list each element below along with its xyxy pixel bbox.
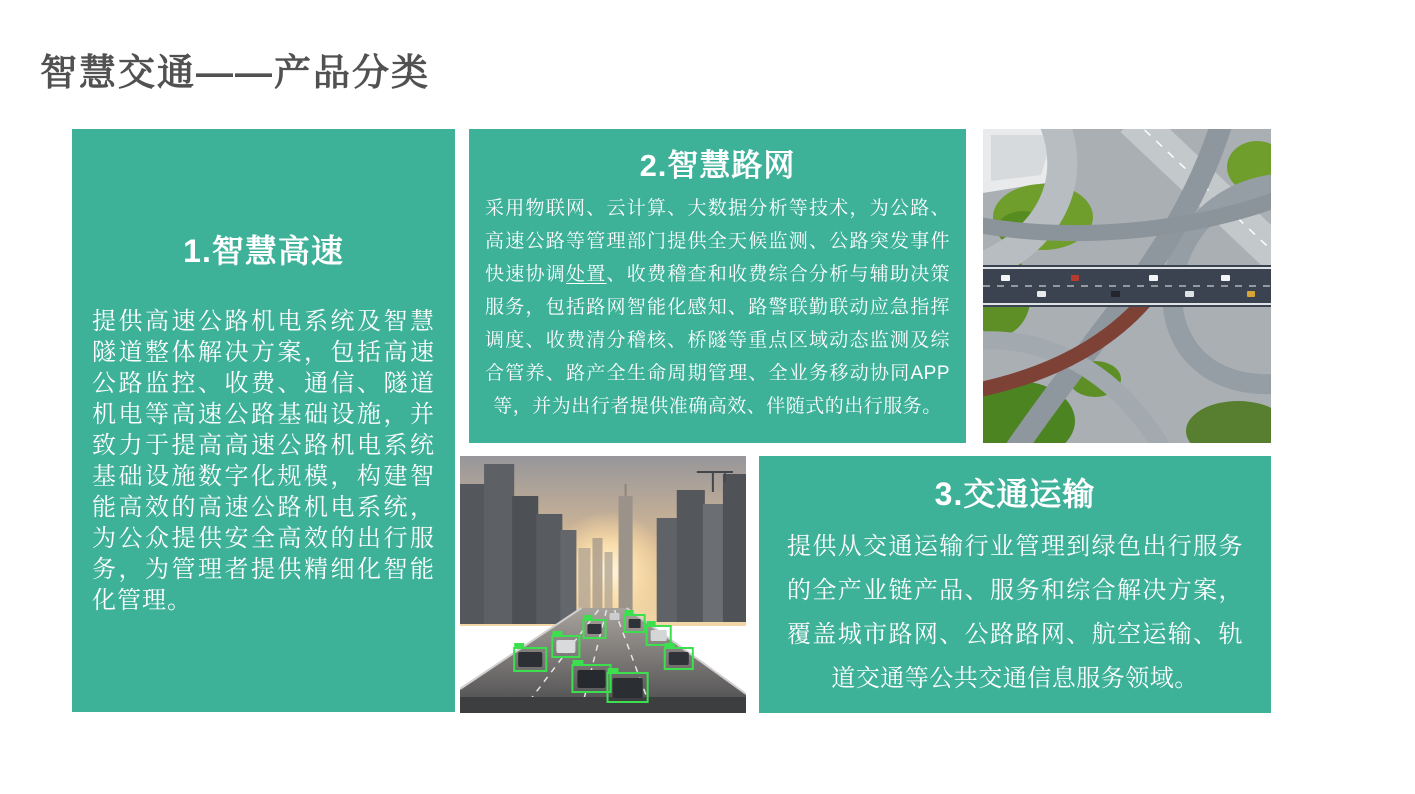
body-segment: 、收费稽查和收费综合分析与辅助决策服务，包括路网智能化感知、路警联勤联动应急指挥调度、收费清分稽核、桥隧等重点区域动态监测及综合管养、路产全生命周期管理、全业务移动协同APP等，并为出行者提供准确高效、伴随式的出行服务。 [485, 264, 950, 417]
card-smart-road-network [469, 129, 966, 443]
highway-interchange-illustration [983, 129, 1271, 443]
underlined-text: 处置 [566, 264, 607, 285]
card-smart-road-network-heading: 2.智慧路网 [639, 148, 796, 183]
card-transportation-heading: 3.交通运输 [934, 476, 1096, 512]
highway-interchange-photo [983, 129, 1271, 443]
city-traffic-illustration [460, 456, 746, 713]
card-smart-highway [72, 129, 455, 712]
card-smart-highway-body: 提供高速公路机电系统及智慧隧道整体解决方案，包括高速公路监控、收费、通信、隧道机电等高速公路基础设施，并致力于提高高速公路机电系统基础设施数字化规模，构建智能高效的高速公路机电系统，为公众提供安全高效的出行服务，为管理者提供精细化智能化管理。 [92, 307, 435, 614]
card-transportation-body: 提供从交通运输行业管理到绿色出行服务的全产业链产品、服务和综合解决方案，覆盖城市路网、公路路网、航空运输、轨道交通等公共交通信息服务领域。 [787, 533, 1243, 692]
city-traffic-photo [460, 456, 746, 713]
card-transportation [759, 456, 1271, 713]
card-smart-highway-heading: 1.智慧高速 [183, 232, 344, 269]
page-title: 智慧交通——产品分类 [40, 52, 430, 93]
body-segment: 采用物联网、云计算、大数据分析等技术，为公路、高速公路等管理部门提供全天候监测、公路突发事件快速协调 [485, 198, 950, 285]
card-smart-road-network-body [485, 192, 950, 423]
